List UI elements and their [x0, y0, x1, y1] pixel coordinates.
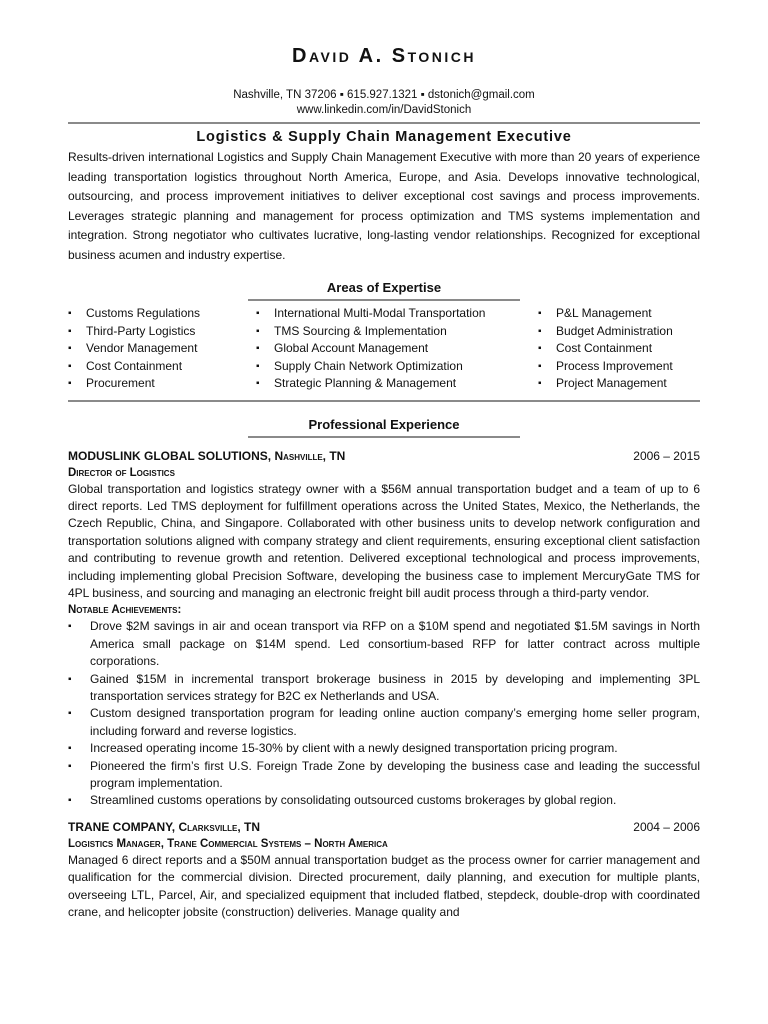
expertise-item: ▪ Procurement: [68, 375, 252, 393]
achievement-item: ▪ Custom designed transportation program for leading online auction company’s emerging home seller program, including forward and reverse logistics.: [68, 705, 700, 740]
experience-section: [68, 416, 700, 922]
company-location: Clarksville, TN: [178, 819, 261, 834]
expertise-item: ▪ Third-Party Logistics: [68, 323, 252, 341]
expertise-item: ▪ Budget Administration: [538, 323, 698, 341]
achievement-item: ▪ Increased operating income 15-30% by client with a newly designed transportation pricing program.: [68, 740, 700, 757]
contact-block: [68, 88, 700, 118]
achievement-item: ▪ Drove $2M savings in air and ocean transport via RFP on a $10M spend and negotiated $1.5M savings in North America small package on $14M spend. Led consortium-based RFP for latter contract across multiple corporations.: [68, 618, 700, 670]
job-description: Global transportation and logistics strategy owner with a $56M annual transportation budget and a team of up to 6 direct reports. Led TMS deployment for fulfillment operations across the United States, Mexico, the Netherlands, the Czech Republic, China, and Singapore. Collaborated with other business units to develop network configuration and transportation solutions aligned with company strategy and client requirements, ensuring exceptional client satisfaction and contributing to revenue growth and retention. Delivered exceptional technological and process improvements, including implementing global Precision Software, developing the business case to implement MercuryGate TMS for 4PL business, and sourcing and managing an electronic freight bill audit process through a third-party vendor.: [68, 481, 700, 600]
expertise-col-3: [538, 305, 698, 393]
expertise-item: ▪ Strategic Planning & Management: [256, 375, 538, 393]
achievements-list: [68, 618, 700, 809]
job-employer: [68, 448, 345, 465]
experience-underline: [248, 436, 520, 438]
company-name: MODUSLINK GLOBAL SOLUTIONS,: [68, 448, 272, 463]
job-trane: [68, 819, 700, 922]
company-location: Nashville, TN: [274, 448, 346, 463]
achievement-item: ▪ Gained $15M in incremental transport brokerage business in 2015 by developing and implementing 3PL transportation services strategy for B2C ex Netherlands and USA.: [68, 671, 700, 706]
candidate-name: David A. Stonich: [292, 45, 476, 67]
expertise-item: ▪ Vendor Management: [68, 340, 252, 358]
achievement-item: ▪ Streamlined customs operations by consolidating outsourced customs brokerages by global region.: [68, 792, 700, 809]
job-dates: 2004 – 2006: [633, 819, 700, 834]
job-header: [68, 819, 700, 836]
expertise-underline: [248, 299, 520, 301]
achievements-label: Notable Achievements:: [68, 604, 182, 617]
expertise-title: Areas of Expertise: [326, 280, 442, 295]
summary-paragraph: Results-driven international Logistics and Supply Chain Management Executive with more than 20 years of experience leading transportation logistics throughout North America, Europe, and Asia. Develops innovative technological, outsourcing, and process improvement initiatives to deliver exceptional cost savings and process improvements. Leverages strategic planning and management for process optimization and TMS systems implementation and integration. Strong negotiator who cultivates lucrative, long-lasting vendor relationships. Recognized for exceptional business acumen and industry expertise.: [68, 150, 700, 262]
job-description: Managed 6 direct reports and a $50M annual transportation budget as the process owner for carrier management and qualification for the commercial division. Directed procurement, daily planning, and execution for multiple plants, overseeing LTL, Parcel, Air, and specialized equipment that included flatbed, stepdeck, double-drop with coordinated crane, and helicopter jobsite (construction) deliveries. Manage quality and: [68, 852, 700, 920]
headline-title: Logistics & Supply Chain Management Executive: [196, 129, 572, 145]
experience-heading: [68, 416, 700, 438]
job-header: [68, 448, 700, 465]
contact-line: Nashville, TN 37206 ▪ 615.927.1321 ▪ dstonich@gmail.com: [233, 89, 535, 101]
expertise-item: ▪ International Multi-Modal Transportation: [256, 305, 538, 323]
expertise-col-1: [68, 305, 252, 393]
expertise-item: ▪ Global Account Management: [256, 340, 538, 358]
job-employer: [68, 819, 260, 836]
expertise-section: [68, 279, 700, 402]
expertise-col-2: [252, 305, 538, 393]
expertise-item: ▪ Cost Containment: [68, 358, 252, 376]
expertise-item: ▪ TMS Sourcing & Implementation: [256, 323, 538, 341]
expertise-item: ▪ Customs Regulations: [68, 305, 252, 323]
job-title: Director of Logistics: [68, 466, 175, 479]
job-title: Logistics Manager, Trane Commercial Systems – North America: [68, 837, 388, 850]
company-name: TRANE COMPANY,: [68, 819, 176, 834]
achievement-item: ▪ Pioneered the firm’s first U.S. Foreign Trade Zone by developing the business case and leading the successful program implementation.: [68, 758, 700, 793]
expertise-heading: [68, 279, 700, 301]
header-divider: [68, 122, 700, 124]
job-moduslink: [68, 448, 700, 810]
expertise-divider: [68, 400, 700, 402]
expertise-item: ▪ Supply Chain Network Optimization: [256, 358, 538, 376]
linkedin-url: www.linkedin.com/in/DavidStonich: [296, 104, 472, 116]
expertise-columns: [68, 305, 700, 393]
expertise-item: ▪ Process Improvement: [538, 358, 698, 376]
experience-title: Professional Experience: [308, 416, 460, 432]
job-dates: 2006 – 2015: [633, 448, 700, 463]
expertise-item: ▪ P&L Management: [538, 305, 698, 323]
expertise-item: ▪ Project Management: [538, 375, 698, 393]
expertise-item: ▪ Cost Containment: [538, 340, 698, 358]
